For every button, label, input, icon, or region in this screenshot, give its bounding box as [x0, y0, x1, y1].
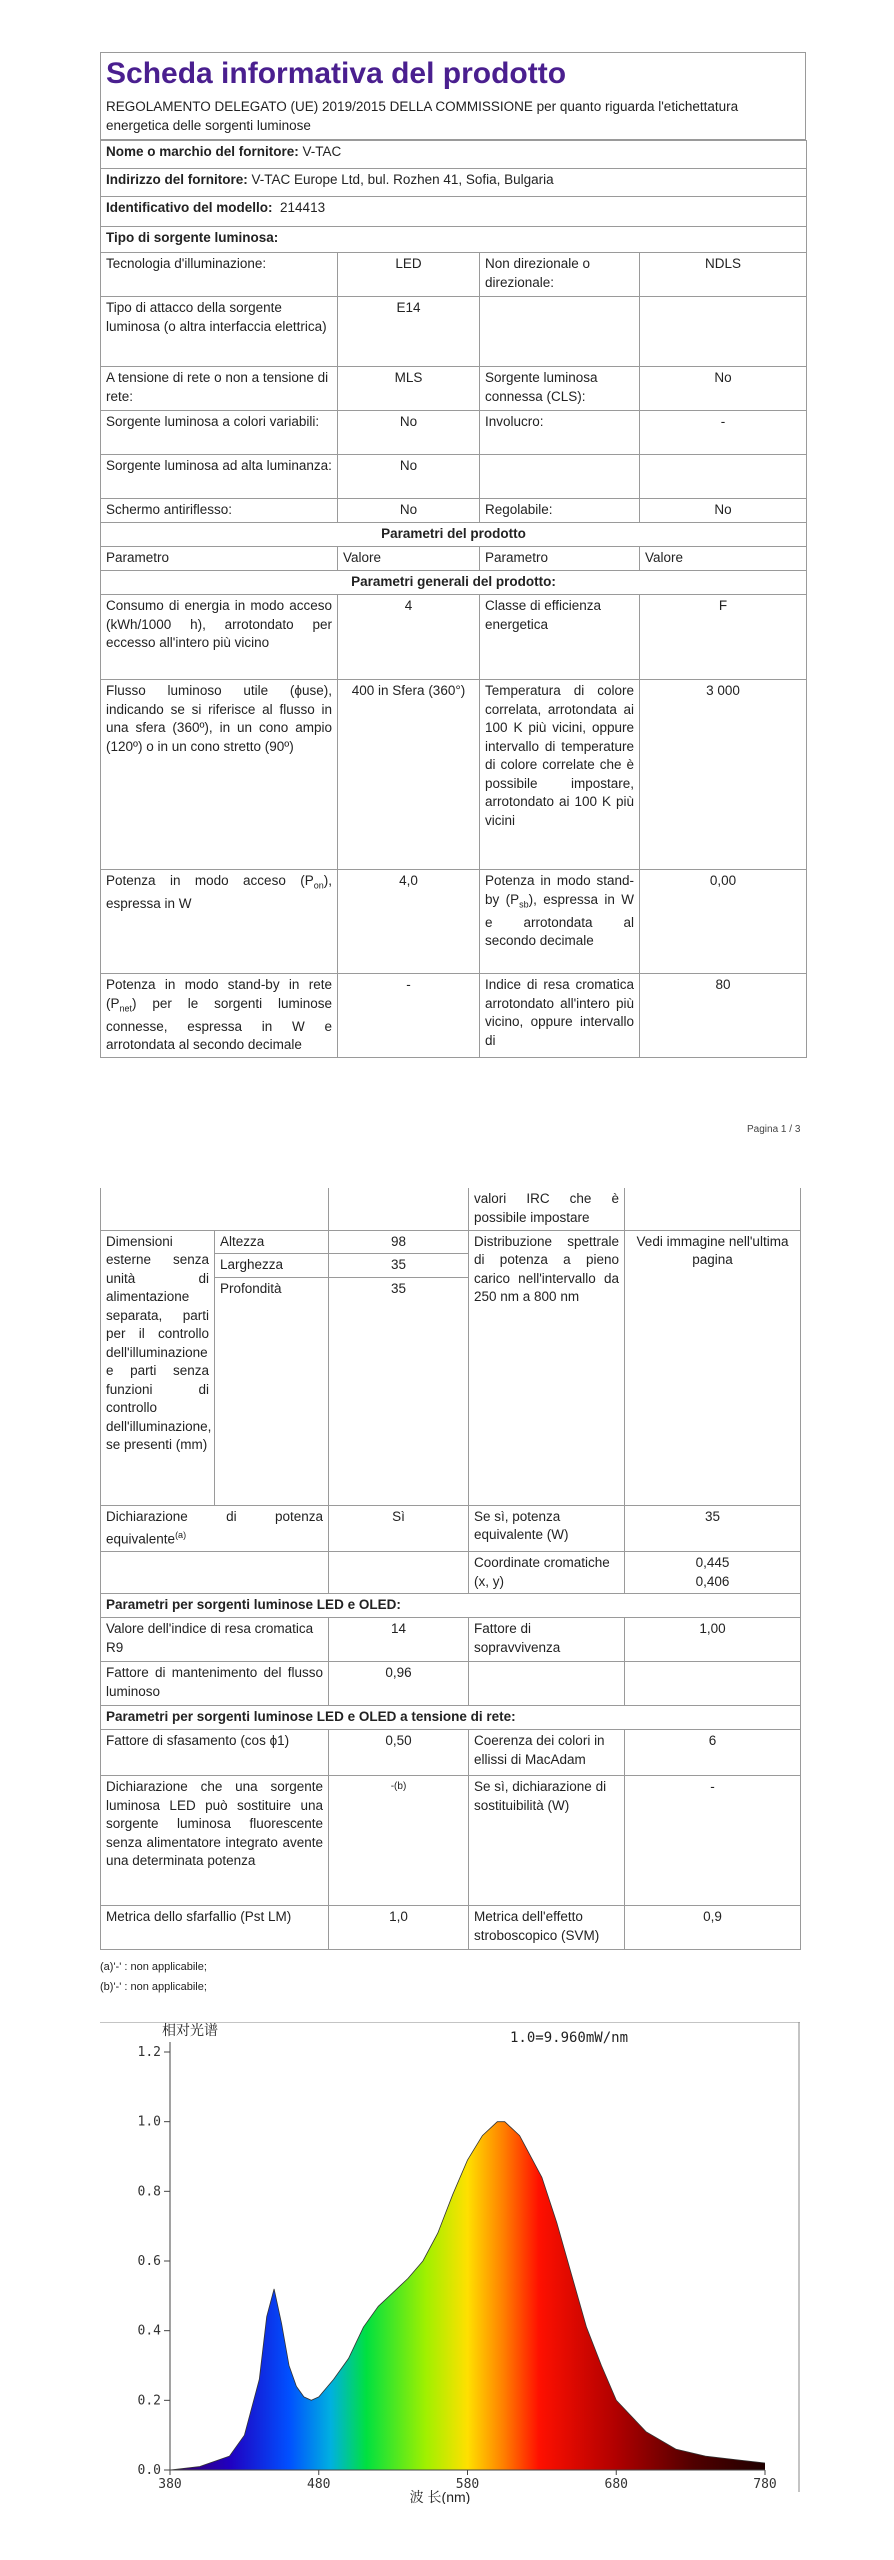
spd-value: Vedi immagine nell'ultima pagina — [625, 1230, 801, 1505]
chroma-label: Coordinate cromatiche (x, y) — [469, 1552, 625, 1594]
surv-label: Fattore di sopravvivenza — [469, 1618, 625, 1662]
datasheet-page-1 — [100, 52, 806, 1058]
flux-value: 400 in Sfera (360°) — [338, 680, 480, 870]
mains-label: A tensione di rete o non a tensione di rete: — [101, 367, 338, 411]
y-axis-label: 相对光谱 — [162, 2022, 218, 2038]
tech-label: Tecnologia d'illuminazione: — [101, 253, 338, 297]
y-tick-label: 1.2 — [137, 2045, 161, 2060]
x-tick-label: 680 — [604, 2477, 628, 2492]
eclass-label: Classe di efficienza energetica — [480, 595, 640, 680]
maint-label: Fattore di mantenimento del flusso luminoso — [101, 1662, 329, 1706]
col-param-2: Parametro — [480, 547, 640, 571]
spectrum-chart — [100, 2022, 800, 2504]
height-label: Altezza — [215, 1230, 329, 1254]
macadam-value: 6 — [625, 1730, 801, 1776]
x-tick-label: 480 — [307, 2477, 331, 2492]
svm-label: Metrica dell'effetto stroboscopico (SVM) — [469, 1906, 625, 1950]
supplier-value: V-TAC — [302, 144, 342, 159]
depth-value: 35 — [329, 1277, 469, 1300]
spd-label: Distribuzione spettrale di potenza a pieno carico nell'intervallo da 250 nm a 800 nm — [469, 1230, 625, 1505]
address-row: Indirizzo del fornitore: V-TAC Europe Ltd, bul. Rozhen 41, Sofia, Bulgaria — [101, 169, 807, 197]
nondir-value: NDLS — [640, 253, 807, 297]
col-param-1: Parametro — [101, 547, 338, 571]
pst-label: Metrica dello sfarfallio (Pst LM) — [101, 1906, 329, 1950]
supplier-row: Nome o marchio del fornitore: V-TAC — [101, 141, 807, 169]
equiv-value: Sì — [329, 1505, 469, 1552]
y-tick-label: 0.0 — [137, 2463, 161, 2478]
dim-label: Regolabile: — [480, 499, 640, 523]
y-tick-label: 0.4 — [137, 2323, 161, 2339]
y-tick-label: 0.2 — [137, 2393, 161, 2409]
spectrum-fill — [170, 2122, 765, 2470]
col-value-2: Valore — [640, 547, 807, 571]
regulation-text: REGOLAMENTO DELEGATO (UE) 2019/2015 DELLA COMMISSIONE per quanto riguarda l'etichettatura energetica delle sorgenti luminose — [100, 97, 806, 140]
cls-label: Sorgente luminosa connessa (CLS): — [480, 367, 640, 411]
cct-value: 3 000 — [640, 680, 807, 870]
cct-label: Temperatura di colore correlata, arrotondata ai 100 K più vicini, oppure intervallo di temperature di colore correlate che è possibile impostare, arrotondato ai 100 K più vicini — [480, 680, 640, 870]
pnet-value: - — [338, 974, 480, 1058]
chroma-value: 0,445 0,406 — [625, 1552, 801, 1594]
width-value: 35 — [329, 1254, 469, 1278]
psb-label: Potenza in modo stand-by $(P_{sb})$, espressa in W e arrotondata al secondo decimale — [480, 870, 640, 974]
r9-label: Valore dell'indice di resa cromatica R9 — [101, 1618, 329, 1662]
page-number: Pagina 1 / 3 — [747, 1124, 801, 1135]
energy-label: Consumo di energia in modo acceso (kWh/1000 h), arrotondato per eccesso all'intero più vicino — [101, 595, 338, 680]
source-type-heading: Tipo di sorgente luminosa: — [101, 227, 807, 253]
cap-value: E14 — [338, 297, 480, 367]
dims-label: Dimensioni esterne senza unità di alimentazione separata, parti per il controllo dell'illuminazione e parti senza funzioni di controllo dell'illuminazione, se presenti (mm) — [101, 1230, 215, 1505]
params-header: Parametri del prodotto — [101, 523, 807, 547]
datasheet-page-2 — [100, 1188, 800, 1994]
r9-value: 14 — [329, 1618, 469, 1662]
width-label: Larghezza — [215, 1254, 329, 1278]
tech-value: LED — [338, 253, 480, 297]
cri-label-continued: valori IRC che è possibile impostare — [469, 1188, 625, 1230]
general-header: Parametri generali del prodotto: — [101, 571, 807, 595]
equiv-w-value: 35 — [625, 1505, 801, 1552]
page-title: Scheda informativa del prodotto — [100, 52, 806, 97]
equiv-label: Dichiarazione di potenza equivalente$^{(a)}$ — [101, 1505, 329, 1552]
product-info-table — [100, 140, 807, 1058]
pnet-label: Potenza in modo stand-by in rete $(P_{net})$ per le sorgenti luminose connesse, espressa in W e arrotondata al secondo decimale — [101, 974, 338, 1058]
cri-label: Indice di resa cromatica arrotondato all'intero più vicino, oppure intervallo di — [480, 974, 640, 1058]
model-value: 214413 — [280, 200, 326, 215]
cri-value: 80 — [640, 974, 807, 1058]
highlum-label: Sorgente luminosa ad alta luminanza: — [101, 455, 338, 499]
col-value-1: Valore — [338, 547, 480, 571]
highlum-value: No — [338, 455, 480, 499]
replace-label: Dichiarazione che una sorgente luminosa LED può sostituire una sorgente luminosa fluorescente senza alimentatore integrato avente una determinata potenza — [101, 1776, 329, 1906]
pon-value: 4,0 — [338, 870, 480, 974]
glare-value: No — [338, 499, 480, 523]
envelope-value: - — [640, 411, 807, 455]
cosphi-label: Fattore di sfasamento (cos ϕ1) — [101, 1730, 329, 1776]
x-tick-label: 780 — [753, 2477, 777, 2492]
replace-value: -(b) — [329, 1776, 469, 1906]
eclass-value: F — [640, 595, 807, 680]
replace-w-label: Se sì, dichiarazione di sostituibilità (W) — [469, 1776, 625, 1906]
maint-value: 0,96 — [329, 1662, 469, 1706]
plot-area — [138, 2042, 777, 2492]
flux-label: Flusso luminoso utile (ϕuse), indicando se si riferisce al flusso in una sfera (360º), in un cono ampio (120º) o in un cono stretto (90º) — [101, 680, 338, 870]
cls-value: No — [640, 367, 807, 411]
macadam-label: Coerenza dei colori in ellissi di MacAdam — [469, 1730, 625, 1776]
replace-w-value: - — [625, 1776, 801, 1906]
surv-value: 1,00 — [625, 1618, 801, 1662]
y-tick-label: 0.6 — [137, 2254, 161, 2269]
address-value: V-TAC Europe Ltd, bul. Rozhen 41, Sofia, Bulgaria — [251, 172, 554, 187]
cosphi-value: 0,50 — [329, 1730, 469, 1776]
x-tick-label: 580 — [455, 2477, 480, 2492]
energy-value: 4 — [338, 595, 480, 680]
glare-label: Schermo antiriflesso: — [101, 499, 338, 523]
x-tick-label: 380 — [158, 2477, 182, 2492]
led-mains-header: Parametri per sorgenti luminose LED e OLED a tensione di rete: — [101, 1706, 801, 1730]
y-tick-label: 1.0 — [137, 2114, 161, 2130]
footnote-a: (a)'-' : non applicabile; — [100, 1961, 207, 1973]
y-tick-label: 0.8 — [137, 2184, 161, 2200]
mains-value: MLS — [338, 367, 480, 411]
led-header: Parametri per sorgenti luminose LED e OLED: — [101, 1594, 801, 1618]
envelope-label: Involucro: — [480, 411, 640, 455]
footnote-b: (b)'-' : non applicabile; — [100, 1981, 207, 1993]
dim-value: No — [640, 499, 807, 523]
pon-label: Potenza in modo acceso $(P_{on})$, espressa in W — [101, 870, 338, 974]
nondir-label: Non direzionale o direzionale: — [480, 253, 640, 297]
svm-value: 0,9 — [625, 1906, 801, 1950]
product-params-table-continued — [100, 1188, 801, 1950]
colour-label: Sorgente luminosa a colori variabili: — [101, 411, 338, 455]
chart-title: 1.0=9.960mW/nm — [510, 2030, 629, 2046]
cap-label: Tipo di attacco della sorgente luminosa (o altra interfaccia elettrica) — [101, 297, 338, 367]
psb-value: 0,00 — [640, 870, 807, 974]
colour-value: No — [338, 411, 480, 455]
depth-label: Profondità — [215, 1277, 329, 1300]
pst-value: 1,0 — [329, 1906, 469, 1950]
model-row: Identificativo del modello: 214413 — [101, 197, 807, 227]
equiv-w-label: Se sì, potenza equivalente (W) — [469, 1505, 625, 1552]
x-axis-label: 波 长(nm) — [409, 2489, 471, 2504]
height-value: 98 — [329, 1230, 469, 1254]
